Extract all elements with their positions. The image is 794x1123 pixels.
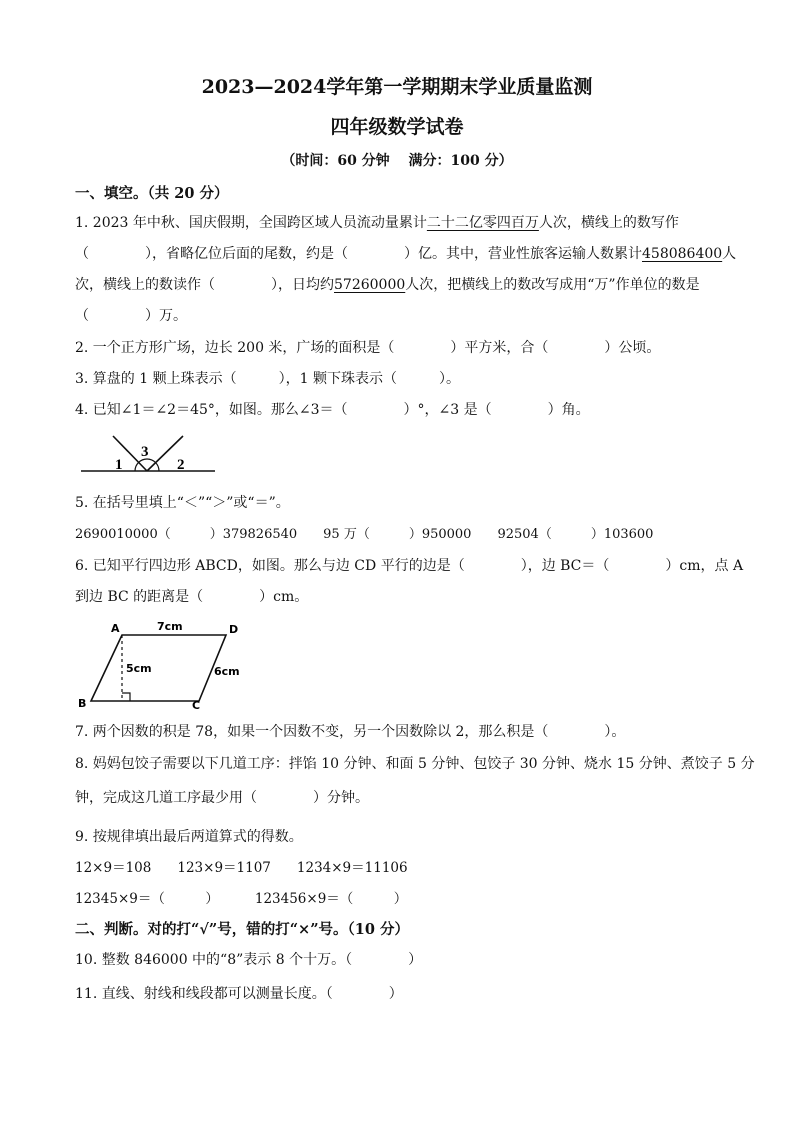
q3-text: 3. 算盘的 1 颗上珠表示（ ），1 颗下珠表示（ ）。 (75, 371, 460, 387)
q7-text: 7. 两个因数的积是 78，如果一个因数不变，另一个因数除以 2，那么积是（ ）。 (75, 724, 626, 740)
angle-2-arc (156, 463, 160, 472)
q5-items (75, 525, 653, 545)
q5-item: 2690010000（ ）379826540 (75, 527, 298, 542)
height-length: 5cm (126, 662, 152, 675)
angle-figure (75, 428, 220, 478)
exam-info: （时间：60 分钟 满分：100 分） (281, 153, 513, 169)
exam-title: 2023—2024学年第一学期期末学业质量监测 (201, 76, 593, 98)
q5-text: 5. 在括号里填上“＜”“＞”或“＝”。 (75, 495, 290, 511)
q9-equation: 123×9＝1107 (177, 860, 271, 876)
q1-line-2 (75, 244, 736, 264)
q1-underlined-number: 二十二亿零四百万 (426, 215, 539, 231)
q1-line-1 (75, 213, 679, 233)
q1-text: 人次，把横线上的数改写成用“万”作单位的数是 (405, 277, 700, 293)
angle-1-label: 1 (115, 457, 123, 473)
angle-2-label: 2 (177, 457, 185, 473)
q9-equation: 12345×9＝（ ） (75, 891, 219, 907)
q1-line-3 (75, 275, 700, 295)
q4-text: 4. 已知∠1＝∠2＝45°，如图。那么∠3＝（ ）°，∠3 是（ ）角。 (75, 402, 590, 418)
vertex-d-label: D (229, 623, 239, 636)
q5-item: 92504（ ）103600 (497, 527, 654, 542)
parallelogram (91, 635, 226, 701)
vertex-c-label: C (192, 699, 201, 710)
q6-line-2: 到边 BC 的距离是（ ）cm。 (75, 589, 309, 605)
q1-underlined-number: 458086400 (642, 246, 723, 262)
q9-row-1 (75, 858, 408, 878)
q1-text: （ ），省略亿位后面的尾数，约是（ ）亿。其中，营业性旅客运输人数累计 (75, 246, 642, 262)
right-angle-mark (122, 693, 130, 701)
q10-text: 10. 整数 846000 中的“8”表示 8 个十万。（ ） (75, 952, 423, 968)
section-2-heading: 二、判断。对的打“√”号，错的打“×”号。（10 分） (75, 921, 410, 938)
exam-subtitle: 四年级数学试卷 (330, 116, 464, 138)
section-1-heading: 一、填空。（共 20 分） (75, 185, 229, 202)
q9-equation: 12×9＝108 (75, 860, 152, 876)
q8-line-2: 钟，完成这几道工序最少用（ ）分钟。 (75, 790, 369, 806)
q9-row-2 (75, 889, 407, 909)
q9-equation: 123456×9＝（ ） (254, 891, 408, 907)
q2-text: 2. 一个正方形广场，边长 200 米，广场的面积是（ ）平方米，合（ ）公顷。 (75, 340, 661, 356)
q6-line-1: 6. 已知平行四边形 ABCD，如图。那么与边 CD 平行的边是（ ），边 BC＝（ ）cm，点 A (75, 558, 744, 574)
q1-text: 1. 2023 年中秋、国庆假期，全国跨区域人员流动量累计 (75, 215, 427, 231)
q1-line-4: （ ）万。 (75, 308, 187, 324)
parallelogram-figure (75, 615, 245, 710)
q11-text: 11. 直线、射线和线段都可以测量长度。（ ） (75, 986, 403, 1002)
q8-line-1: 8. 妈妈包饺子需要以下几道工序：拌馅 10 分钟、和面 5 分钟、包饺子 30 分钟、烧水 15 分钟、煮饺子 5 分 (75, 756, 755, 772)
cd-side-length: 6cm (214, 665, 240, 678)
q1-underlined-number: 57260000 (334, 277, 406, 293)
q1-text: 人次，横线上的数写作 (538, 215, 679, 231)
top-side-length: 7cm (157, 620, 183, 633)
q1-text: 人 (722, 246, 737, 262)
q9-text: 9. 按规律填出最后两道算式的得数。 (75, 829, 303, 845)
q1-text: 次，横线上的数读作（ ），日均约 (75, 277, 334, 293)
q5-item: 95 万（ ）950000 (323, 527, 472, 542)
vertex-b-label: B (78, 697, 87, 710)
q9-equation: 1234×9＝11106 (296, 860, 408, 876)
angle-3-label: 3 (141, 444, 149, 460)
vertex-a-label: A (111, 622, 120, 635)
angle-1-arc (135, 462, 139, 471)
